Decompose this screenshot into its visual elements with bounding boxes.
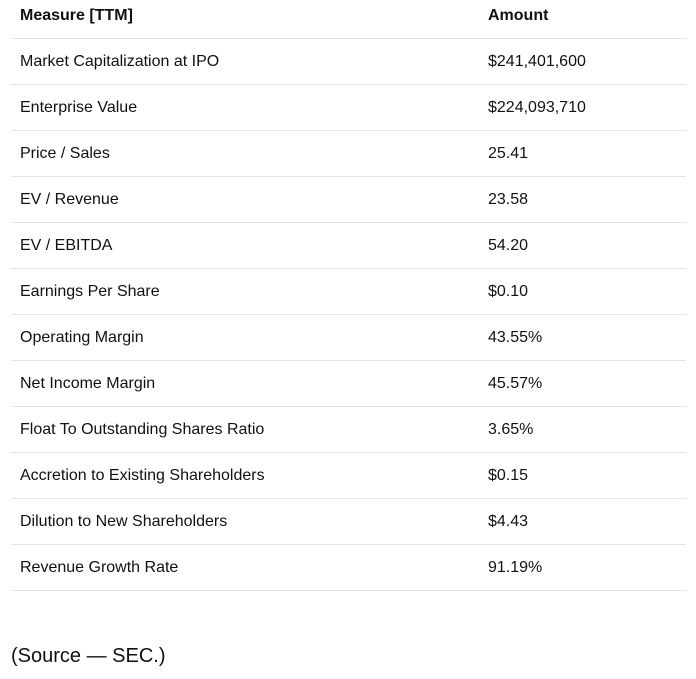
metrics-table bbox=[11, 0, 686, 591]
measure-cell: Earnings Per Share bbox=[20, 282, 160, 300]
table-row bbox=[11, 85, 686, 131]
measure-cell: Revenue Growth Rate bbox=[20, 558, 179, 576]
amount-cell: 91.19% bbox=[488, 558, 543, 576]
table-row bbox=[11, 315, 686, 361]
column-header-measure: Measure [TTM] bbox=[20, 7, 133, 24]
amount-cell: $4.43 bbox=[488, 512, 529, 530]
source-note: (Source — SEC.) bbox=[11, 645, 166, 667]
measure-cell: Accretion to Existing Shareholders bbox=[20, 466, 265, 484]
measure-cell: Enterprise Value bbox=[20, 98, 138, 116]
table-row bbox=[11, 499, 686, 545]
table-row bbox=[11, 177, 686, 223]
amount-cell: 23.58 bbox=[488, 190, 529, 208]
amount-cell: 54.20 bbox=[488, 236, 529, 254]
measure-cell: Float To Outstanding Shares Ratio bbox=[20, 420, 265, 438]
measure-cell: EV / EBITDA bbox=[20, 236, 113, 254]
measure-cell: Market Capitalization at IPO bbox=[20, 52, 220, 70]
measure-cell: Operating Margin bbox=[20, 328, 144, 346]
amount-cell: $0.10 bbox=[488, 282, 529, 300]
table-row bbox=[11, 407, 686, 453]
amount-cell: $241,401,600 bbox=[488, 52, 586, 70]
column-header-amount: Amount bbox=[488, 7, 549, 24]
amount-cell: 3.65% bbox=[488, 420, 534, 438]
table-row bbox=[11, 361, 686, 407]
table-row bbox=[11, 545, 686, 591]
amount-cell: $0.15 bbox=[488, 466, 529, 484]
table-row bbox=[11, 269, 686, 315]
measure-cell: Net Income Margin bbox=[20, 374, 156, 392]
table-row bbox=[11, 223, 686, 269]
table-row bbox=[11, 131, 686, 177]
table-header-row bbox=[11, 0, 686, 39]
measure-cell: Price / Sales bbox=[20, 144, 110, 162]
measure-cell: EV / Revenue bbox=[20, 190, 119, 208]
amount-cell: $224,093,710 bbox=[488, 98, 586, 116]
amount-cell: 43.55% bbox=[488, 328, 543, 346]
table-row bbox=[11, 453, 686, 499]
measure-cell: Dilution to New Shareholders bbox=[20, 512, 228, 530]
amount-cell: 25.41 bbox=[488, 144, 529, 162]
amount-cell: 45.57% bbox=[488, 374, 543, 392]
table-row bbox=[11, 39, 686, 85]
